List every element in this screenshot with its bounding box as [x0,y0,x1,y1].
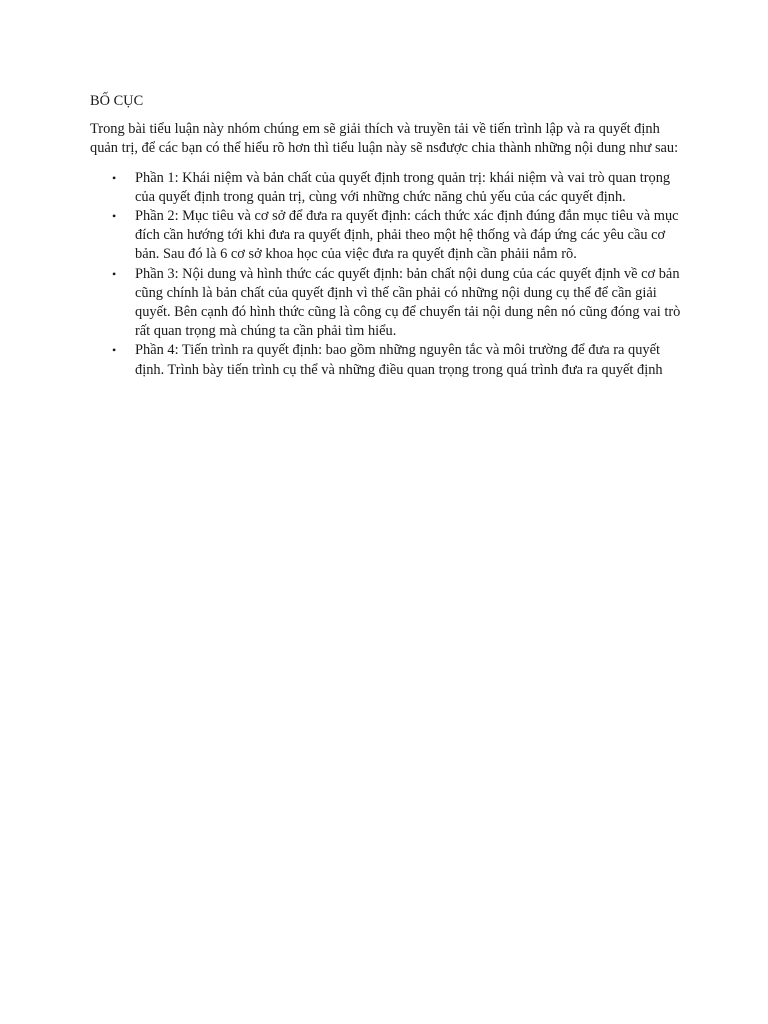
list-item [90,207,682,265]
list-item-text: Phần 1: Khái niệm và bản chất của quyết định trong quản trị: khái niệm và vai trò quan trọng của quyết định trong quản trị, cùng với những chức năng chủ yếu của các quyết định. [135,169,671,205]
list-item [90,341,682,379]
section-list [90,169,682,380]
bullet-icon: • [112,343,117,358]
list-item-text: Phần 3: Nội dung và hình thức các quyết định: bản chất nội dung của các quyết định về cơ bản cũng chính là bản chất của quyết định vì thế cần phải có những nội dung cụ thể để cần giải quyết. Bên cạnh đó hình thức cũng là công cụ để chuyển tải nội dung nên nó cũng đóng vai trò rất quan trọng mà chúng ta cần phải tìm hiểu. [135,265,681,340]
list-item [90,265,682,342]
document-heading: BỐ CỤC [90,93,144,109]
list-item-text: Phần 2: Mục tiêu và cơ sở để đưa ra quyết định: cách thức xác định đúng đắn mục tiêu và mục đích cần hướng tới khi đưa ra quyết định, phải theo một hệ thống và đáp ứng các yêu cầu cơ bản. Sau đó là 6 cơ sở khoa học của việc đưa ra quyết định cần phảii nắm rõ. [135,208,679,263]
bullet-icon: • [112,266,117,281]
bullet-icon: • [112,209,117,224]
list-item [90,169,682,207]
list-item-text: Phần 4: Tiến trình ra quyết định: bao gồm những nguyên tắc và môi trường để đưa ra quyết định. Trình bày tiến trình cụ thể và những điều quan trọng trong quá trình đưa ra quyết định [135,342,663,378]
intro-paragraph: Trong bài tiểu luận này nhóm chúng em sẽ giải thích và truyền tải về tiến trình lập và ra quyết định quản trị, để các bạn có thể hiểu rõ hơn thì tiểu luận này sẽ nsđược chia thành những nội dung như sau: [90,121,679,157]
bullet-icon: • [112,170,117,185]
document-body [90,92,682,380]
